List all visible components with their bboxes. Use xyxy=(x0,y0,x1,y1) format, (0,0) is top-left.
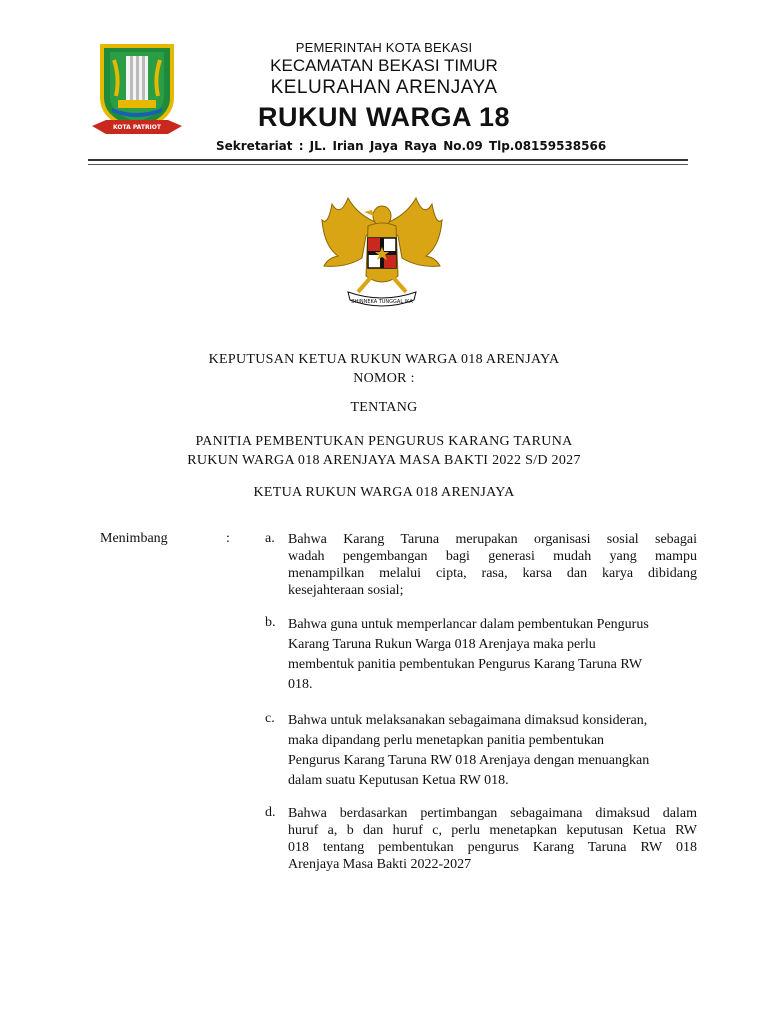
item-letter: b. xyxy=(265,615,276,630)
item-line: Arenjaya Masa Bakti 2022-2027 xyxy=(288,857,472,872)
letterhead-divider-thin xyxy=(88,164,688,165)
item-letter: c. xyxy=(265,711,275,726)
decree-subject-line2: RUKUN WARGA 018 ARENJAYA MASA BAKTI 2022 S/D 2027 xyxy=(187,453,581,468)
letterhead xyxy=(0,0,768,170)
logo-ribbon-text: KOTA PATRIOT xyxy=(112,124,161,131)
item-line: 018 tentang pembentukan pengurus Karang Taruna RW 018 xyxy=(288,840,697,855)
kecamatan-name: KECAMATAN BEKASI TIMUR xyxy=(270,56,498,75)
item-line: Bahwa Karang Taruna merupakan organisasi sosial sebagai xyxy=(288,532,697,547)
garuda-pancasila-icon xyxy=(318,196,446,316)
decree-about: TENTANG xyxy=(350,400,418,415)
item-letter: d. xyxy=(265,805,276,820)
item-line: Bahwa berdasarkan pertimbangan sebagaimana dimaksud dalam xyxy=(288,806,697,821)
item-line: Karang Taruna Rukun Warga 018 Arenjaya maka perlu xyxy=(288,637,596,652)
item-line: Bahwa guna untuk memperlancar dalam pembentukan Pengurus xyxy=(288,617,649,632)
considering-item-b xyxy=(265,615,697,695)
kelurahan-name: KELURAHAN ARENJAYA xyxy=(270,77,498,98)
decree-subject-line1: PANITIA PEMBENTUKAN PENGURUS KARANG TARUNA xyxy=(195,434,573,449)
decree-number: NOMOR : xyxy=(353,371,415,386)
considering-item-a xyxy=(265,531,697,599)
decree-title-line1: KEPUTUSAN KETUA RUKUN WARGA 018 ARENJAYA xyxy=(208,352,560,367)
garuda-motto: BHINNEKA TUNGGAL IKA xyxy=(351,299,413,305)
secretariat-address: Sekretariat : JL. Irian Jaya Raya No.09 Tlp.08159538566 xyxy=(216,139,607,153)
item-line: menampilkan melalui cipta, rasa, karsa dan karya dibidang xyxy=(288,566,697,581)
item-line: maka dipandang perlu menetapkan panitia pembentukan xyxy=(288,733,605,748)
letterhead-divider xyxy=(88,159,688,161)
considering-item-c xyxy=(265,711,697,791)
item-line: Bahwa untuk melaksanakan sebagaimana dimaksud konsideran, xyxy=(288,713,648,728)
letterhead-text xyxy=(200,40,568,134)
item-line: huruf a, b dan huruf c, perlu menetapkan keputusan Ketua RW xyxy=(288,823,697,838)
decree-subject xyxy=(60,432,708,470)
considering-label: Menimbang xyxy=(100,531,168,546)
item-line: dalam suatu Keputusan Ketua RW 018. xyxy=(288,773,509,788)
item-letter: a. xyxy=(265,531,275,546)
decree-issuer: KETUA RUKUN WARGA 018 ARENJAYA xyxy=(253,485,515,500)
item-line: Pengurus Karang Taruna RW 018 Arenjaya dengan menuangkan xyxy=(288,753,650,768)
kota-bekasi-emblem-icon xyxy=(90,38,184,138)
item-line: kesejahteraan sosial; xyxy=(288,583,404,598)
item-line: membentuk panitia pembentukan Pengurus Karang Taruna RW xyxy=(288,657,643,672)
considering-colon: : xyxy=(226,531,230,546)
item-line: 018. xyxy=(288,677,313,692)
considering-item-d xyxy=(265,805,697,873)
rw-name: RUKUN WARGA 18 xyxy=(257,102,511,132)
item-line: wadah pengembangan bagi generasi mudah yang mampu xyxy=(288,549,697,564)
decree-title xyxy=(60,350,708,388)
government-name: PEMERINTAH KOTA BEKASI xyxy=(295,40,473,55)
